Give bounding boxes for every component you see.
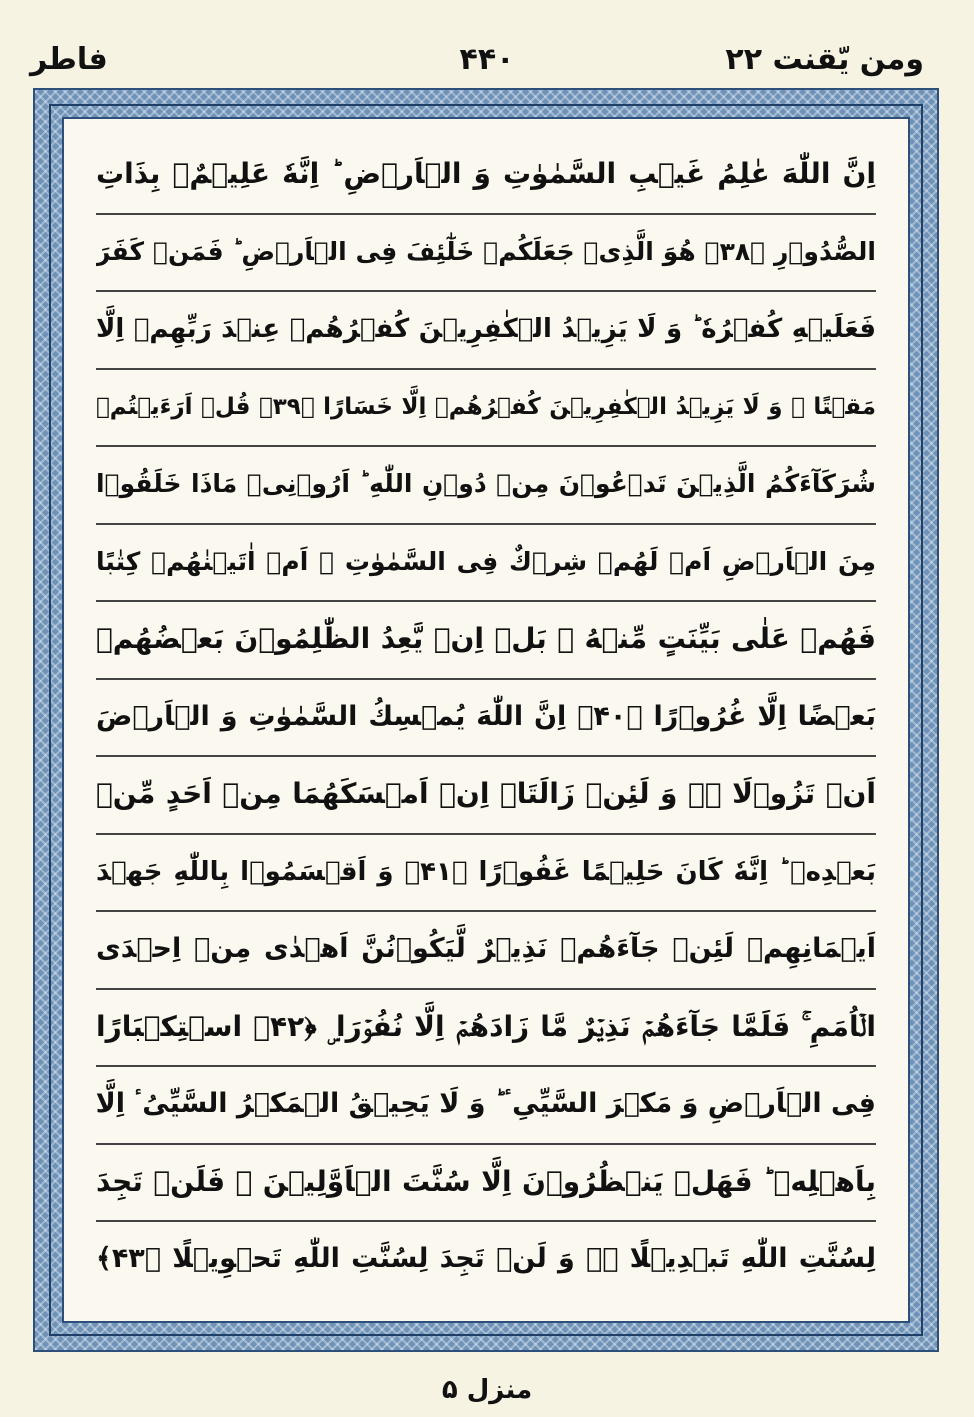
quran-text-area xyxy=(62,117,910,1323)
verse-line: فَعَلَیۡهِ كُفۡرُهٗ ؕ وَ لَا یَزِیۡدُ الۡكٰفِرِیۡنَ كُفۡرُهُمۡ عِنۡدَ رَبِّهِمۡ اِلَّا xyxy=(96,292,876,370)
verse-line: شُرَكَآءَكُمُ الَّذِیۡنَ تَدۡعُوۡنَ مِنۡ دُوۡنِ اللّٰهِ ؕ اَرُوۡنِیۡ مَاذَا خَلَقُوۡا xyxy=(96,447,876,525)
verse-line: الصُّدُوۡرِ ﴿۳۸﴾ هُوَ الَّذِیۡ جَعَلَكُمۡ خَلٰٓئِفَ فِی الۡاَرۡضِ ؕ فَمَنۡ كَفَرَ xyxy=(96,215,876,293)
verse-line: الۡاُمَمِ ۚ فَلَمَّا جَآءَهُمۡ نَذِیۡرٌ مَّا زَادَهُمۡ اِلَّا نُفُوۡرَا ۣ ﴿۴۲﴾ اسۡتِكۡبَارًا xyxy=(96,990,876,1068)
verse-line: بَعۡضًا اِلَّا غُرُوۡرًا ﴿۴۰﴾ اِنَّ اللّٰهَ یُمۡسِكُ السَّمٰوٰتِ وَ الۡاَرۡضَ xyxy=(96,680,876,758)
manzil-footer: منزل ۵ xyxy=(441,1375,533,1405)
surah-name: فاطر xyxy=(30,42,108,77)
verse-line: لِسُنَّتِ اللّٰهِ تَبۡدِیۡلًا ۬ۚ وَ لَنۡ تَجِدَ لِسُنَّتِ اللّٰهِ تَحۡوِیۡلًا ﴿۴۳﴾ xyxy=(96,1243,876,1274)
verse-line: مِنَ الۡاَرۡضِ اَمۡ لَهُمۡ شِرۡكٌ فِی السَّمٰوٰتِ ۚ اَمۡ اٰتَیۡنٰهُمۡ كِتٰبًا xyxy=(96,525,876,603)
verse-line: اَنۡ تَزُوۡلَا ۬ۚ وَ لَئِنۡ زَالَتَاۤ اِنۡ اَمۡسَكَهُمَا مِنۡ اَحَدٍ مِّنۡ xyxy=(96,757,876,835)
verse-line: اِنَّ اللّٰهَ عٰلِمُ غَیۡبِ السَّمٰوٰتِ وَ الۡاَرۡضِ ؕ اِنَّهٗ عَلِیۡمٌۢ بِذَاتِ xyxy=(96,137,876,215)
verse-line: فَهُمۡ عَلٰی بَیِّنَتٍ مِّنۡهُ ۚ بَلۡ اِنۡ یَّعِدُ الظّٰلِمُوۡنَ بَعۡضُهُمۡ xyxy=(96,602,876,680)
verse-line: بَعۡدِهٖ ؕ اِنَّهٗ كَانَ حَلِیۡمًا غَفُوۡرًا ﴿۴۱﴾ وَ اَقۡسَمُوۡا بِاللّٰهِ جَهۡدَ xyxy=(96,835,876,913)
verse-line: بِاَهۡلِهٖ ؕ فَهَلۡ یَنۡظُرُوۡنَ اِلَّا سُنَّتَ الۡاَوَّلِیۡنَ ۚ فَلَنۡ تَجِدَ xyxy=(96,1145,876,1223)
page-number: ۴۴۰ xyxy=(459,42,515,77)
page-header xyxy=(20,40,954,80)
verse-line: مَقۡتًا ۚ وَ لَا یَزِیۡدُ الۡكٰفِرِیۡنَ كُفۡرُهُمۡ اِلَّا خَسَارًا ﴿۳۹﴾ قُلۡ اَرَءَیۡتُمۡ xyxy=(96,370,876,448)
decorative-border-frame xyxy=(33,88,939,1352)
para-name: ومن یّقنت ۲۲ xyxy=(725,42,924,77)
verse-line: فِی الۡاَرۡضِ وَ مَكۡرَ السَّیِّیِٴ ؕ وَ لَا یَحِیۡقُ الۡمَكۡرُ السَّیِّیُٴ اِلَّا xyxy=(96,1067,876,1145)
verse-line: اَیۡمَانِهِمۡ لَئِنۡ جَآءَهُمۡ نَذِیۡرٌ لَّیَكُوۡنُنَّ اَهۡدٰی مِنۡ اِحۡدَی xyxy=(96,912,876,990)
